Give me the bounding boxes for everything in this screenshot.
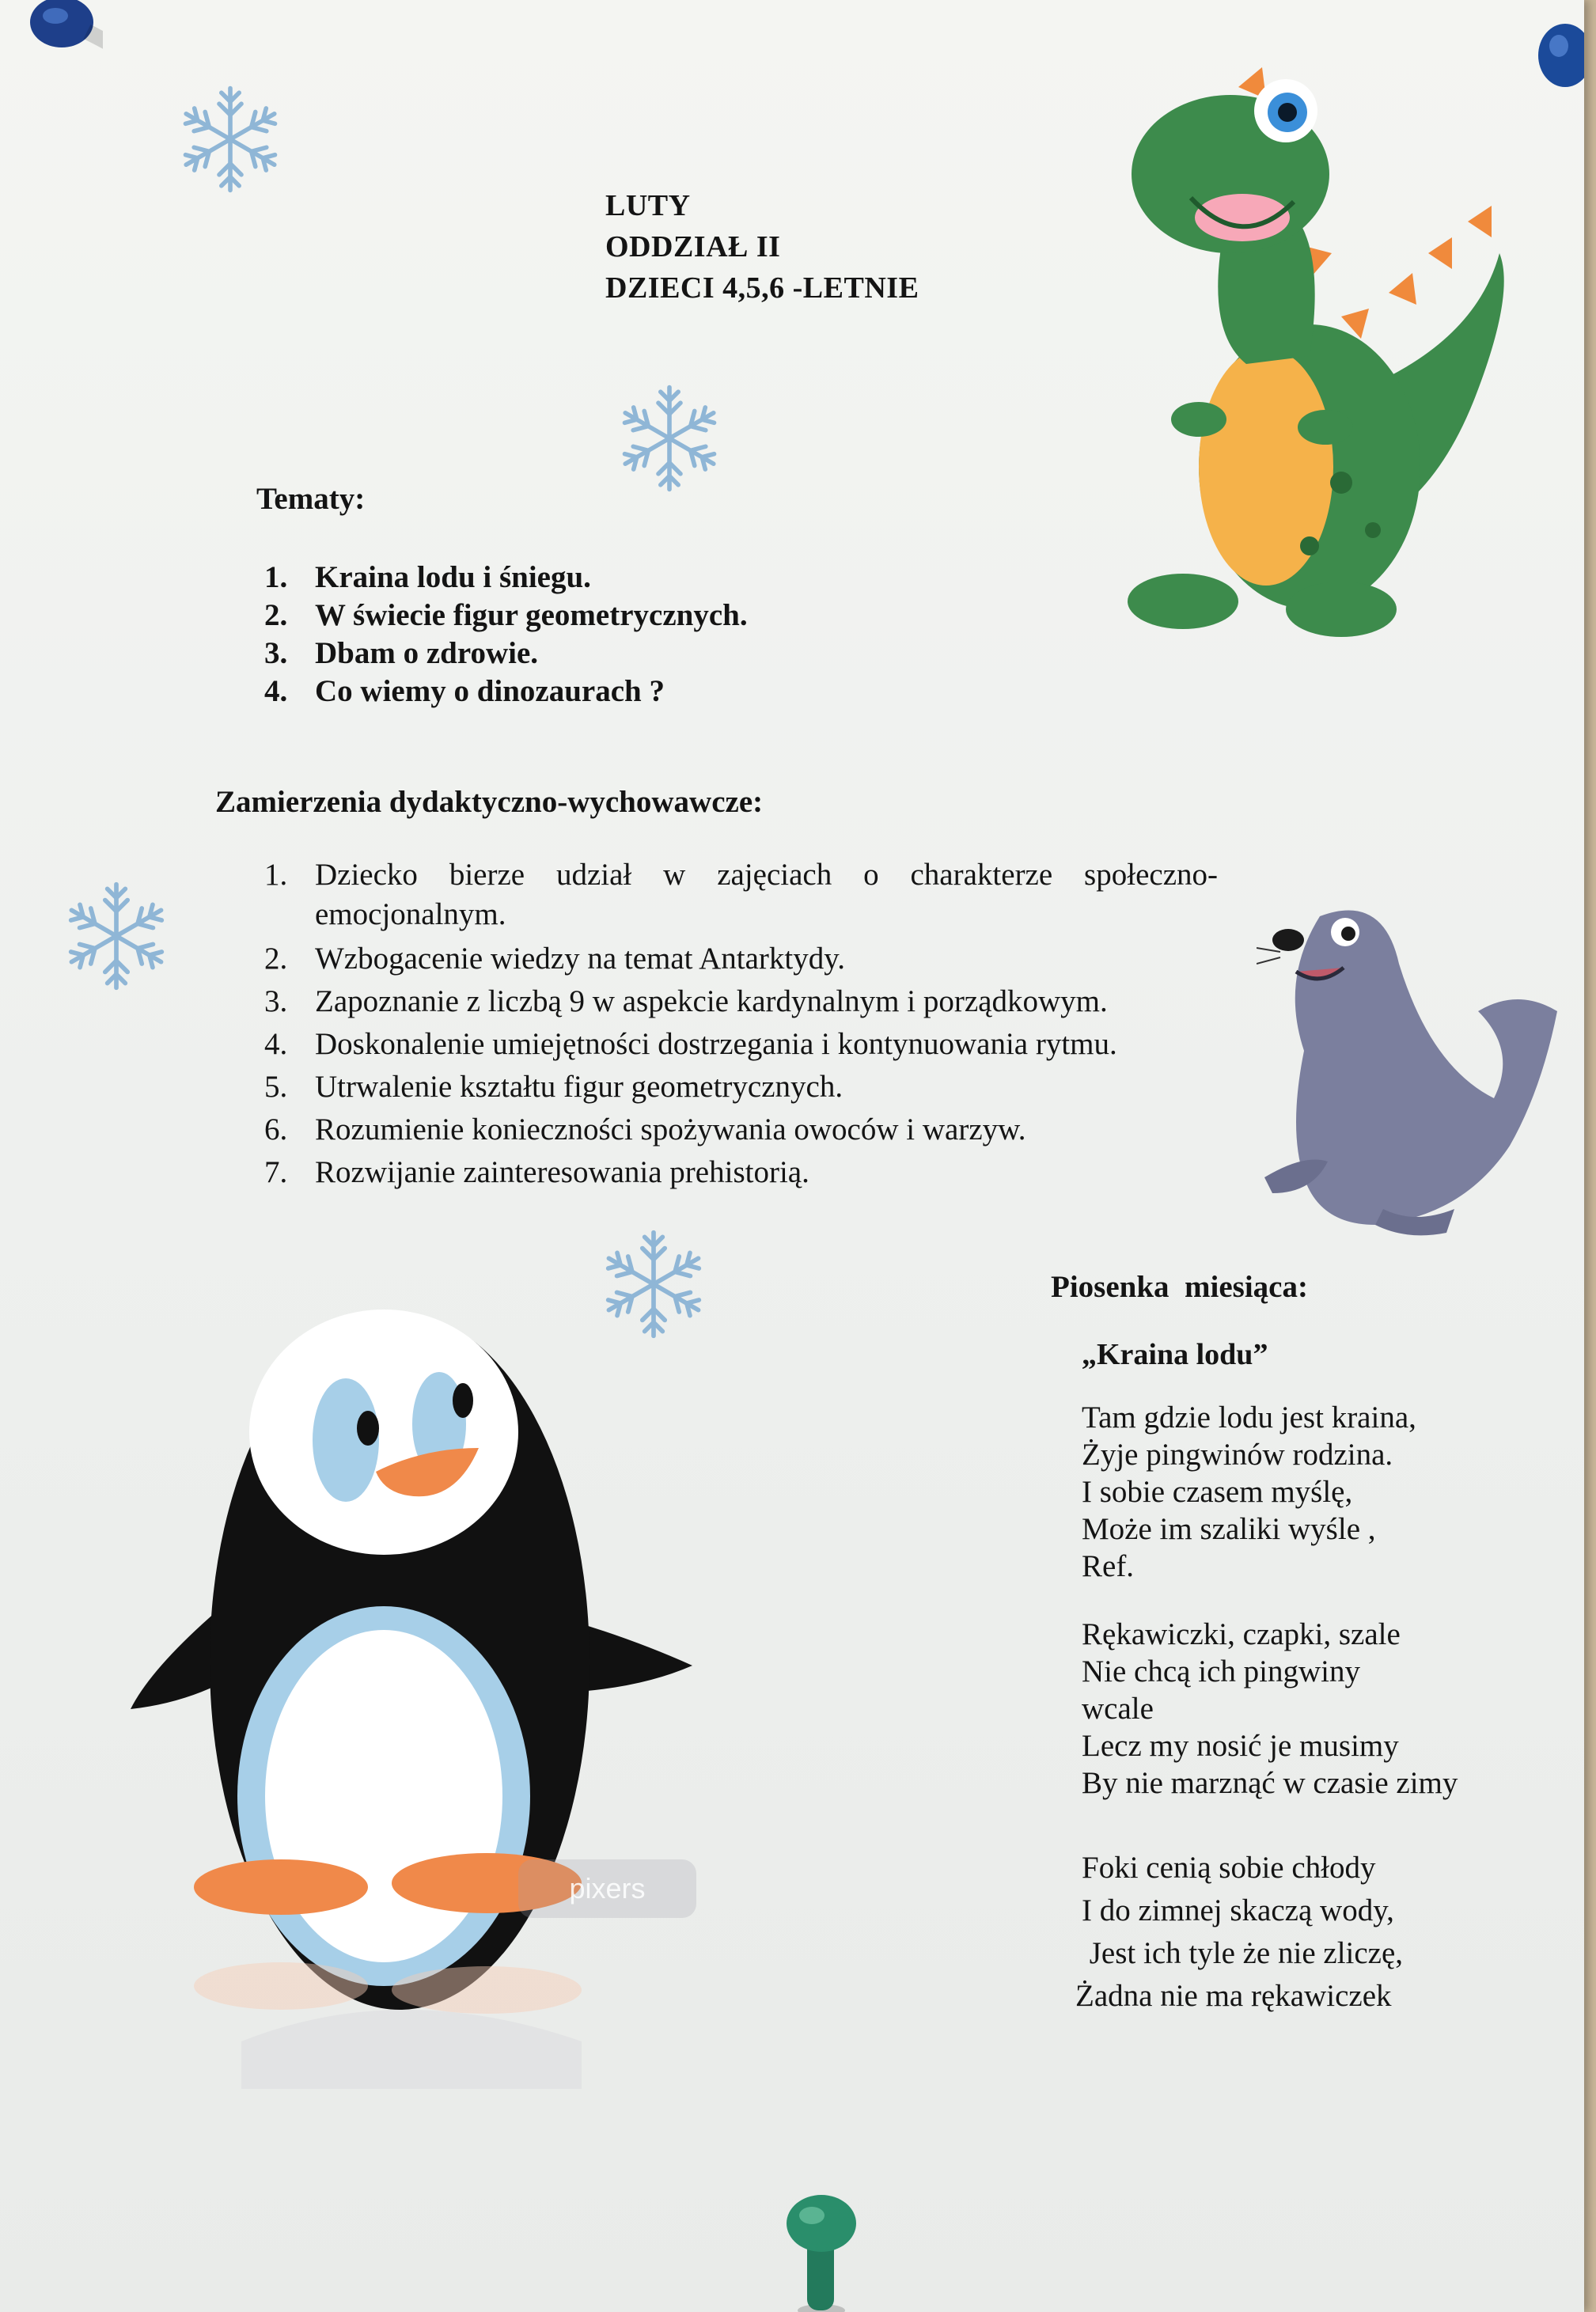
header-month: LUTY [605, 189, 691, 222]
goals-title: Zamierzenia dydaktyczno-wychowawcze: [215, 785, 764, 819]
push-pin-icon [16, 0, 103, 55]
seal-illustration [1257, 893, 1565, 1241]
song-line: Lecz my nosić je musimy [1082, 1729, 1399, 1763]
song-section-title: Piosenka miesiąca: [1051, 1270, 1308, 1304]
header-group: ODDZIAŁ II [605, 230, 781, 263]
list-item: 2. Wzbogacenie wiedzy na temat Antarktydy. [264, 942, 845, 976]
song-line: Jest ich tyle że nie zliczę, [1082, 1936, 1404, 1970]
snowflake-icon [165, 84, 296, 195]
list-item: 5. Utrwalenie kształtu figur geometrycznych. [264, 1070, 843, 1104]
penguin-illustration [123, 1250, 692, 2089]
song-line: Nie chcą ich pingwiny [1082, 1654, 1360, 1689]
song-line: By nie marznąć w czasie zimy [1082, 1766, 1458, 1800]
topics-title: Tematy: [256, 482, 366, 516]
list-item: 7. Rozwijanie zainteresowania prehistorią. [264, 1155, 809, 1189]
list-item: 6. Rozumienie konieczności spożywania owoców i warzyw. [264, 1112, 1026, 1147]
header-age: DZIECI 4,5,6 -LETNIE [605, 271, 919, 305]
song-line: Żyje pingwinów rodzina. [1082, 1438, 1393, 1472]
topics-list [264, 559, 748, 711]
song-line: Foki cenią sobie chłody [1082, 1851, 1376, 1885]
song-title: „Kraina lodu” [1082, 1338, 1268, 1371]
watermark: pixers [518, 1859, 696, 1918]
song-line: Może im szaliki wyśle , [1082, 1512, 1376, 1546]
song-line: wcale [1082, 1692, 1154, 1726]
song-line: I sobie czasem myślę, [1082, 1475, 1353, 1509]
list-item: 4. Doskonalenie umiejętności dostrzegania i kontynuowania rytmu. [264, 1027, 1117, 1061]
dinosaur-illustration [1104, 55, 1515, 645]
song-stanza-1 [1082, 1399, 1416, 1585]
snowflake-icon [605, 383, 734, 494]
song-line: Żadna nie ma rękawiczek [1075, 1979, 1392, 2013]
list-item: 3. Dbam o zdrowie. [264, 636, 539, 670]
song-line: Ref. [1082, 1549, 1135, 1583]
song-line: Rękawiczki, czapki, szale [1082, 1617, 1401, 1651]
song-line: Tam gdzie lodu jest kraina, [1082, 1400, 1416, 1435]
list-item: 3. Zapoznanie z liczbą 9 w aspekcie kardynalnym i porządkowym. [264, 984, 1108, 1018]
song-line: I do zimnej skaczą wody, [1082, 1893, 1394, 1927]
list-item: 4. Co wiemy o dinozaurach ? [264, 674, 665, 708]
snowflake-icon [49, 880, 184, 992]
document-header [605, 185, 919, 309]
goals-list [264, 855, 1218, 1194]
song-stanza-3 [1075, 1847, 1404, 2018]
push-pin-icon [783, 2192, 870, 2312]
list-item: 1. Kraina lodu i śniegu. [264, 560, 591, 594]
song-stanza-2 [1082, 1616, 1458, 1802]
push-pin-icon [1527, 16, 1584, 95]
list-item: 1. Dziecko bierze udział w zajęciach o charakterze społeczno-emocjonalnym. [264, 858, 1218, 931]
list-item: 2. W świecie figur geometrycznych. [264, 598, 748, 632]
